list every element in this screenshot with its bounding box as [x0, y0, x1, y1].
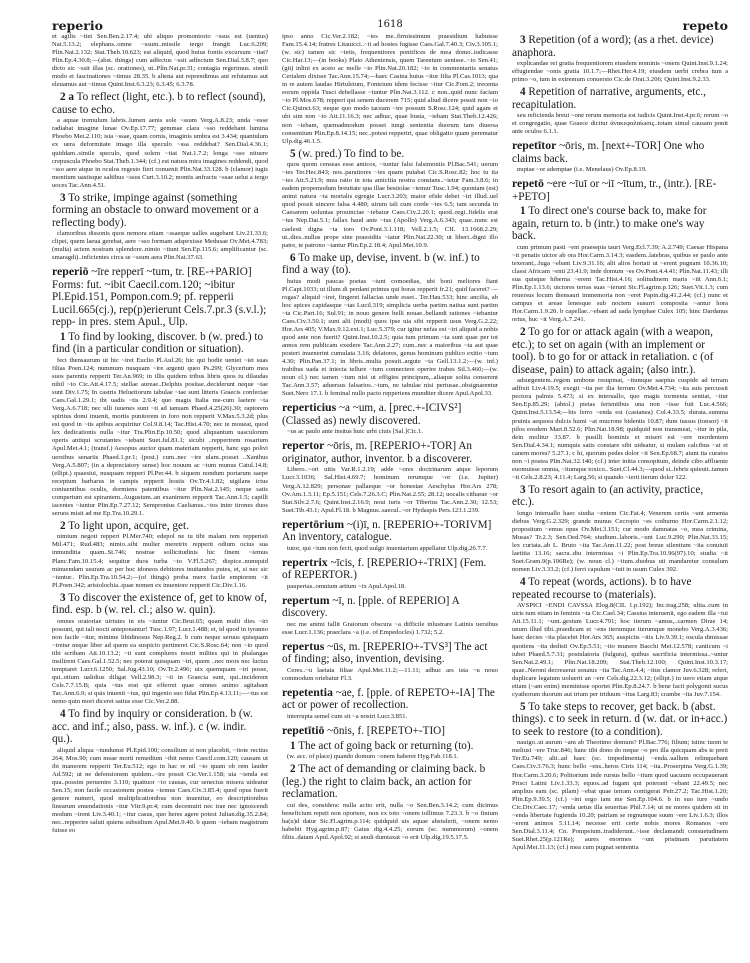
sense-definition: [282, 148, 498, 161]
column-left: [52, 32, 268, 933]
citation-block: quos quom censeas esse amicos, ~iuntur falsi falsimoniis Pl.Bac.541; uerum ~ies Ter.Hec.843; nos..paratiores ~ies quam putabat Cic.S.Rosc.82; hoc tu ita ~ies Att.5.21.9; mea ratio in tota amicitia nostra constans..~ietur Fam.3.8.6; in eadem propemodum breuitate qua illae bestiolae ~iemur Tusc.1.94; quoniam (est) animi natura ~ta mortalis egregie Lucr.3.203; maior efide debet ~iri illud..uel quod possit uincere falsa 4.480; uirum tali cum corde ~ies 6.5; tam secunda in Caesarem uoluntas prouinciae ~iebatur Caes.Civ.2.20.1; quod..regi..fidelis erat ~tus Nep.Dat.5.1; fallax haud ante ~tus (Apollo) Verg.A.6.343; quae..nunc est caelesti digna ~ta toro Ov.Pont.3.1.118; Vell.2.1.5; CIL 13.1668.2.29; ut..dies..nullus prope sine praesidiis ~iatur Plin.Nat.22.30; ut liberi..digni illo patre, te patrono ~iantur Plin.Ep.2.18.4; Apul.Met.10.9.: [282, 161, 498, 249]
entry-morphology: ~ūs, m. [REPERIO+-TVS³] The act of finding; also, invention, devising.: [282, 640, 488, 666]
citation-block: Ceres..~u laetata filiae Apul.Met.11.2;—11.11; adhuc ars ista ~u nouo commodum oriebatur Fl.3.: [282, 666, 498, 682]
sense-number: 2: [60, 519, 66, 532]
entry-morphology: ~ōris, m. [next+-TOR] One who claims back.: [512, 140, 705, 165]
citation-block: (w. acc. of place) quando domum ~onem haberet Hyg.Fab.118.1.: [287, 753, 459, 761]
sense-definition: [52, 592, 268, 617]
entry-head: [282, 686, 498, 712]
sense-number: 4: [520, 86, 526, 99]
citation-block: nauigo..ut aurum ~am ab Theotimo domum? Pl.Bac.776; filium; istinc tuom te meliust ~ere Truc.846; hanc tibi dono do neque ~o pro illa quicquam abs te preti Ter.Eu.749; alii..ad haec (sc. impedimenta) ~enda..uallum relinquebant Caes.Civ.3.76.3; hunc bello ~ens..heros Ciris 114; ~ita..Proserpina Verg.G.1.39; Hor.Carm.3.20.6; Politorium inde rursus bello ~itum quod uacuum occupauerant Prisci Latini Liv.1.33.3; equos..ad fugam qui poterant ~ebant 22.49.5; nec amplius eam (sc. pilam) ~ebat quae terram contigerat Petr.27.2; Tac.Hist.1.20; Plin.Ep.9.39.5; (cf.) ~ini ergo iam me Sen.Ep.104.6. b in suo iure ~undo Cic.Div.Caec.17; ~enda uetus illa seueritas Phil.7.14; ut ne mores quidem sit in ~enda libertate fugienda 10.20; patriam se regnumque suum ~ere Liv.1.6.3; illos ~erent animos 5.11.14; necesse erit certe nobis mores Romanos ~ere Sen.Dial.3.11.4; Cn. Pompeium..tradiderunt..~isse declamandi consuetudinem Suet.Rhet.25(p.121Re); aures enormes ~unt pristinam paruitatem Apul.Met.11.13; (cf.) mea cum pugnat sententia: [512, 739, 728, 851]
sense-number: 1: [60, 330, 66, 343]
entry-morphology: ~īre repperī ~tum, tr. [RE-+PARIO] Forms: fut. ~ibit Caecil.com.120; ~ibitur Pl.Epid.151, Pompon.com.9; pf. repperii Lucil.665(cj.), rep(p)erierunt Cels.7.pr.3 (s.v.l.); repp- in pres. stem Apul., Ulp.: [52, 266, 267, 329]
entry-head: [282, 594, 498, 620]
sense-text: To discover the existence of, get to know of, find. esp. b (w. rel. cl.; also w. quin).: [52, 591, 267, 617]
entry-morphology: ~a ~um, a. [prec.+-ICIVS²] (Classed as) newly discovered.: [282, 402, 462, 427]
entry-morphology: ~ae, f. [pple. of REPETO+-IA] The act or power of recollection.: [282, 686, 495, 712]
sense-text: Repetition (of a word); (as a rhet. device) anaphora.: [512, 34, 714, 59]
citation-block: ~us ac paulo ante insitus huic urbi ciuis [Sal.]Cic.1.: [287, 428, 423, 436]
sense-text: To resort again to (an activity, practice, etc.).: [512, 483, 704, 509]
sense-text: The act of demanding or claiming back. b (leg.) the right to claim back, an action for reclamation.: [282, 763, 486, 801]
headword: repetītor: [512, 138, 557, 153]
headword: repertōrium: [282, 516, 345, 531]
sense-text: To direct one's course back to, make for again, return to. b (intr.) to make one's way back.: [512, 205, 707, 243]
sense-definition: [512, 205, 728, 243]
citation-block: adsurgentem..regem umbone resupinat, ~itumque saepius cuspide ad terram adfixit Liv.4.19.5; exegit ~ita per ilia ferrum Ov.Met.4.734; ~ita suis percussit pectora palmis 5.473; si ex interuallo, quo magis tormenta sentiat, ~itur Sen.Ep.85.29; (abtol.) pietas ferientibus una non ~isse fuit Luc.4.566; Quint.Inst.5.13.54;—bis ferro ~enda est (castanea) Col.4.33.5; durata..summa pruinis aequora dulcis humi ~at mucrone bidentis 10.87; dum iussus (tonsor) ~it pilos eosdem Mart.8.52.6; Plin.Nat.18.98; quidquid non transmeat, ~itur in pila, dein molitur 33.87. b pusilli hominis et miseri est ~ere mordentem Sen.Dial.4.34.1; numquis satis constare sibi uideatur, si mulam calcibus ~at et canem morsu? 5.27.1. c hi, quorum pedes dolor ~it Sen.Ep.68.7; aiunt ita curatos non ~i postea Plin.Nat.32.140; (cf.) inter initia consopitum, deinde cibo affluente euomuisse omnia, ~itumque toxico.. Suet.Cl.44.3;—quod si..febris quieuit..tamen ~it Cels.2.8.23; 4.11.4; Larg.56; si quando ~ierit iterum dolor 122.: [512, 377, 728, 481]
entry-morphology: ~ōnis, f. [REPETO+-TIO]: [324, 725, 445, 738]
entry-head: [282, 518, 498, 544]
citation-block: ipso anno Cic.Ver.2.182; ~ies me..firmissimum praesidium habuisse Fam.15.4.14; fratres Litauicci..~it ad hostes fugisse Caes.Gal.7.40.3; Civ.3.105.1; (w. sic) tamen sic ~ietis, frequentiores pontifices de mea domo..iudicasse Cic.Har.13;—(in books) Plato Atheniensis, quem Tarentum uenisse..~io Sen.41; (git) inlini ex aceto ac melle ~io Plin.Nat.20.182; ~io in commentariis senatus Cerialem dixisse Tac.Ann.15.74;—haec Casina huius ~itur filia Pl.Cas.1013; qua in re autem laudas Hirtuleium, Fonteium idem fecisse ~itur Cic.Font.2; trecenta eorum oppida Tusci debellasse ~iuntur Plin.Nat.3.112. c non..quid nunc faciam ~io Pl.Mos.678; repperi qui senem ducerem 715; quid aliud dicere possit non ~io Cic.Quinct.63; neque quo modo taceam ~ire possum S.Rosc.124; quid agam et ubi sim non ~io Att.11.16.3; nec adhuc, quae busta, ~iebam Stat.Theb.12.426; non ~iebam, quemadmodum posset iungi sententia duorum tam diuersa consentium Plin.Ep.8.14.15; nec..potest repperiri, quae obligatio quam perematur Ulp.dig.46.1.5.: [282, 33, 498, 145]
citation-block: omnes oratoriae uirtutes in eis ~iuntur Cic.Brut.65; quam multi dies ~iri possunt, qui tali nocti anteponantur! Tusc.1.97; Lucr.1.488; et, id quod in tyranno non facile ~itur, minime libidinosus Nep.Reg.2. b cum neque seruus quisquam ~iretur neque liber ad quem ea suspicio pertineret Cic.S.Rosc.64; non ~io quod tibi scribam Att.10.13.2; ~ti sunt complures nostri milites qui in phalangas insilirent Caes.Gal.1.52.5; nec poterat quisquam ~iri, quem ..nec mors nec luctus temptaret Lucr.6.1250; Sal.Jug.43.10; Ov.Tr.2.496; uix quemquam ~iri posse, qui..otium ualidius diligat Vell.2.98.3; ~ti in Graecia sunt, qui..inciderent Cels.7.7.15.B; quia ~tus erat qui efferret quae omnes animo agitabant Tac.Ann.6.9; si quis inuenit ~tus, qui ingenio suo fidat Plin.Ep.4.13.11;—~tus est nemo quin mori diceret satius esse Cic.Ver.2.88.: [52, 617, 268, 706]
sense-number: 3: [520, 483, 526, 496]
text-columns: [52, 32, 728, 933]
citation-block: seu reficienda breui ~one rerum memoria est iudicis Quint.Inst.4.pr.6; rerum ~o et congregatio, quae Graece dicitur ἀνακεφαλαίωσις..totam simul causam ponit ante oculos 6.1.1.: [512, 112, 728, 136]
entry-head: [512, 177, 728, 203]
citation-block: nec me animi fallit Graiorum obscura ~a difficile inlustrare Latinis uersibus esse Lucr.1.136; praeclara ~a (i.e. of Empedocles) 1.732; 5.2.: [282, 620, 498, 636]
headword: repetītiō: [282, 723, 325, 738]
sense-text: To take steps to recover, get back. b (abst. things). c to seek in return. d (w. dat. or in+acc.) to seek to restore (to a condition).: [512, 700, 728, 738]
sense-number: 5: [290, 147, 296, 160]
sense-number: 3: [60, 591, 66, 604]
sense-definition: [512, 484, 728, 509]
first-headword-guide: reperio: [52, 18, 103, 33]
sense-text: The act of going back or returning (to).: [298, 739, 474, 752]
last-headword-guide: repeto: [682, 18, 728, 33]
citation-block: nimium negoti repperi Pl.Mer.740; edepol ne tu tibi malam rem repperisti Mil.471; Rud.483; nimio..sibi mulier meretrix repperit odium ocius sua inmunditia quam..St.746; nostrae sollicitudinis hic finem ~iemus Planc.Fam.10.15.4; sequitur duos turba ~to V.Fl.5.267; dispice..numquid minuendam usuram ac per hoc idoneos debitores inuitandos putes, et, si nec sic ~iuntur.. Plin.Ep.Tra.10.54.2;—(of things) proba merx facile emptorem ~it Pl.Poen.342; aristolochia..quae nomen ex inuentore repperit Cic.Div.1.16.: [52, 533, 268, 589]
citation-block: explicandae rei gratia frequentiorem eiusdem nominis ~onem Quint.Inst.9.1.24; effugiendae ~onis gratia 10.1.7;—Rhet.Her.4.19; eiusdem uerbi crebra tum a primo ~o, tum in extremum conuersio Cic.de Orat.3.206; Quint.Inst.9.2.33.: [512, 60, 728, 84]
citation-block: AVSPICI ~ENDI CAVSSA Elog.8(CIL 1.p.192); Inc.trag.258; ultia..cum in uiris tum etiam in feminis ~ta Cic.Cael.34; Cassius interuenit, ego eadem illa ~iui Att.15.11.1; ~unt..gestum Lucr.4.791; hoc iterum ~amus,..carmen Dirae 14; unum illud tibi..praedicam et ~ens iterumque iterumque monebo Verg.A.3.436; haec decies ~ita placebit Hor.Ars 365; auspiciis ~itis Liv.9.39.1; oscula dimissae quotiens ~ita dedisti Ov.Ep.5.51; ~ito munere Bacchi Met.12.578; canticum ~i iubet Phaed.5.7.31; postulatoria (fulgura), quibus sacrificia intermissa..~untur Sen.Nat.2.49.1; Plin.Nat.18.209; Stat.Theb.12.100; Quint.Inst.10.3.17; quae..Neroni decreuerat senatus ~ita Tac.Ann.4.4; ~itus clamor Juv.6.328; refert, duplicare legatum uoluerit an ~ere Cels.dig.22.3.12; (ellipt.) tu uero etiam atque etiam (~am enim) meminisse oportet Plin.Ep.8.24.7. b bene facit polygonii sucus cyathorum duorum aut trium per triduum ~itus Larg.83; crambe ~ita Juv.7.154.: [512, 602, 728, 698]
sense-text: To make up, devise, invent. b (w. inf.) to find a way (to).: [282, 251, 480, 277]
sense-definition: [512, 576, 728, 601]
sense-definition: [52, 331, 268, 356]
sense-definition: [512, 86, 728, 111]
sense-number: 4: [520, 576, 526, 589]
sense-text: To go for or attack again (with a weapon, etc.); to set on again (with an implement or tool). b to go for or attack in retaliation. c (of disease, pain) to attack again; (also intr.).: [512, 326, 714, 376]
headword: reperiō: [52, 264, 89, 279]
headword: repertrix: [282, 554, 328, 569]
sense-definition: [512, 34, 728, 59]
sense-definition: [52, 192, 268, 230]
sense-definition: [282, 763, 498, 801]
sense-number: 4: [60, 708, 66, 721]
sense-number: 2: [290, 763, 296, 776]
citation-block: clamoribus dissonis quos nemora etiam ~ssaeque ualles augebant Liv.21.33.6; clipei, quem laeua gerebat, aere ~sso formam adspexisse Medusae Ov.Met.4.783; (multa) aciem nostram splendore..nimio ~tiunt Sen.Ep.115.6; amplificantur (sc. smaragdi)..inficientes circa se ~ssum aera Plin.Nat.37.63.: [52, 230, 268, 262]
sense-number: 2: [520, 326, 526, 339]
sense-text: To reflect (light, etc.). b to reflect (sound), cause to echo.: [52, 91, 266, 116]
citation-block: longo interuallo haec studia ~entem Cic.Fat.4; Venerem certis ~unt armenta diebus Verg.G.2.329; grande munus Cecropio ~es cothurno Hor.Carm.2.1.12; propositum ~emus opus Ov.Met.3.151; cur modo damnatas ~o, mea crimina, Musas? Tr.2.3; Sen.Oed.764; studium..laboris..~unt Luc.9.290; Plin.Nat.33.15; lex curiata..ab L. Bruto ~ita Tac.Ann.11.22; post breue silentium ~ita conuiuii laetitia 13.16; sacra..diu intermissa ~i Plin.Ep.Tra.10.96(97).10; studia ~it Suet.Gram.9(p.106Re); (w. noun cl.) ~itum..duobus uti mandaretur consulum nomen Liv.3.33.2; (cf.) ferri capulum ~iuit in usum Culex 392.: [512, 509, 728, 574]
citation-block: cum primum pasti ~ent praesepia tauri Verg.Ecl.7.39; A.2.749; Caesar Hispana ~it penatis uictor ab ora Hor.Carm.3.14.3; easdem..latebras, quibus se paulo ante texerant,..fuga ~ebant Liv.9.31.16; alii alios hortati ut ~erent pugnam 10.36.10; classi Africam ~enti 23.41.9; inde domum ~es Ov.Pont.4.4.41; Plin.Nat.11.43; illi sua quisque hiberna ~erent Tac.Hist.4.16; solitudinem maris ~iit Ann.6.1; Plin.Ep.1.13.6; uictores terras suas ~ierunt Sic.Fl.agrim.p.126; Suet.Vit.1.3; cum reuersus locum thensauri immemoria non ~eret Papin.dig.41.2.44; (cf.) nunc et campus et areae lenesque sub noctem susurri composita ~antur hora Hor.Carm.1.9.20. b capellae..~ebant ad uada lymphae Culex 105; hinc Dardanus ortus, huc ~it Verg.A.7.241.: [512, 243, 728, 324]
citation-block: aliquid aliqua ~iundumst Pl.Epid.100; consilium si non placebit, ~itote rectius 264; Mos.90; cum meae morti remedium ~ibit nemo Caecil.com.120; causam ut ibi manerem repperit Ter.Eu.512; ego in hac re nil ~io quam ob rem lauder Ad.592; ut ne defensionem quidem..~ire possit Cic.Ver.1.158; uia ~ienda est qua..possim peruenire 3.110; quattuor ~io causas, cur senectus misera uideatur Sen.15; non facile occasionem postea ~iemus Caes.Civ.3.85.4; quod opus fuerit genere numeri, quod multiplicationibus non inuenitur, eo descriptionibus linearum emendationis ~itur Vitr.9.pr.4; cum decemuiri nec irae nec ignoscendi modum ~irent Liv.3.40.1; ~itur casus, quo heres agere potest Julian.dig.35.2.84; nec..repperire saluti quiens subsidium Apul.Met.9.40. b quem ~iebam magistrum fuisse eo: [52, 746, 268, 835]
headword: repetō: [512, 176, 544, 191]
entry-morphology: ~īcis, f. [REPERIO+-TRIX] (Fem. of REPERTOR.): [282, 556, 487, 582]
sense-definition: [52, 91, 268, 116]
citation-block: Libero..~ori uitis Var.R.1.2.19; adde ~ores doctrinarum atque leporum Lucr.3.1036; Sal.Hist.4.69.7; hominum rerumque ~or (i.e. Jupiter) Verg.A.12.829; personae pallaeque ~or honestae Aeschylus Hor.Ars 278; Ov.Am.1.3.11; Ep.5.151; Cels.7.26.3.C; Plin.Nat.2.55; 28.12; uocalis citharae ~or Stat.Silv.2.7.6; Quint.Inst.2.16.9; noui iuris ~or Tiberius Tac.Ann.2.30; 12.53; Suet.Tib.43.1; Apul.Fl.18. b Magnus..saecul..~or Hydaspis Pers.123.1.239.: [282, 466, 498, 514]
sense-definition: [52, 520, 268, 533]
sense-number: 1: [290, 739, 296, 752]
sense-text: (w. pred.) To find to be.: [298, 147, 405, 160]
sense-text: Repetition of narrative, arguments, etc., recapitulation.: [512, 86, 706, 111]
citation-block: tutor, qui ~ium non fecit, quod uulgo inuentarium appellatur Ulp.dig.26.7.7.: [287, 544, 488, 552]
sense-definition: [512, 326, 728, 376]
sense-definition: [282, 740, 498, 753]
citation-block: et agilis ~tiet Sen.Ben.2.17.4; ubi aliquo promontorio ~ssus est (uentus) Nat.5.13.2; elephans..omne ~ssum..missile tergo frangit Luc.6.209; Plin.Nat.2.132; Stat.Theb.10.623; est aliquid, quod huius fontis excursum ~tiat? Plin.Ep.4.30.8;—(abst. things) cum adfectus ~ssit adfectum Sen.Dial.3.8.7; quo dicto sic ~ssit illas (sc. orationes), ut..Plin.Nat.pr.31; contagia regerimus. simili modo et fascinationes ~timus 28.35. b aliena aut reprendimus aut refutamus aut eleuamus aut ~timus Quint.Inst.6.3.23; 6.3.45; 6.3.78.: [52, 33, 268, 89]
sense-number: 3: [520, 34, 526, 46]
sense-definition: [52, 708, 268, 746]
sense-definition: [282, 252, 498, 277]
entry-head: [52, 265, 268, 329]
sense-text: To light upon, acquire, get.: [68, 519, 189, 532]
citation-block: huius modi paucas poetas ~iunt comoedias, ubi boni meliores fiant Pl.Capt.1033; ut illum di perdant primus qui horas repperit fr.21; quid faceret? — rogas? aliquid ~iret, fingeret fallacias unde esset.. Ter.Hau.533; hinc ancilia, ab hoc apices capidasque ~tas Lucil.319; simplicia uerba partim natiua sunt partim ~ta Cic.Part.16; Sul.91; in nouo genere belli nouae..bellandi rationes ~iebantur Caes.Civ.3.50.1; sunt alii (modi) quos ipse uia sibi repperit usus Verg.G.2.22; Hor.Ars 405; V.Max.9.12.ext.1; Luc.5.379; cur igitur nefas est ~iri aliquid a nobis quod ante non fuerit? Quint.Inst.10.2.5; quia tum primum ~ta sunt quae per tot annos rem publicam exedere Tac.Ann.2.27; cum..nec a maioribus ~ta aut quae posteri inuenerint cumulata 3.16; delatores, genus hominum publico exitio ~tum 4.30; Plin.Pan.37.1; in libris..multa posuit..argute ~ta Gell.13.1.2;—(w. inf.) trabibus uada et iniecta tellure ~tum connectere operire trabes Sil.3.460;—(w. noun cl.) nec tamen ~tum nisi ut effigies principum,..aliaque solita censerent Tac.Ann.3.57; aduersus falsarios..~tum, ne tabulae nisi pertusae..obsignarentur Suet.Nero 17.1. b feminal nullo pacto repperiens munditer dicere Apul.Apol.33.: [282, 277, 498, 398]
entry-head: [282, 724, 498, 738]
citation-block: feci thensaurum ut hic ~iret Euclio Pl.Aul.26; hic qui hodie ueniet ~iet suas filias Poen.124; nummum nusquam ~ire argenti queo Ps.299; Glycerium mea suos parentis repperit Ter.An.969; in illis quidem tribus libris quos tu dilaudas nihil ~io Cic.Att.4.17.5; stellae aureae..Delphis positae..deciderunt neque ~tae sunt Div.1.75; In castris Heluetiorum tabulae ~tae sunt litteris Graecis confectae Caes.Gal.1.29.1; ibi uadis ~tis 2.9.4; quo magis Italia me-cum laetere ~ta Verg.A.6.718; nec ulli iuuenes sunt ~ti ad ianuam Phaed.4.25(26).30; raptorem spiritus domi inuenit, mortis punitorem in foro non repperit V.Max.5.3.2d; plus est quod in ~tis apibus acquiritur Col.9.8.14; Tac.Hist.4.70; nec te moueat, quod lex dedicationis nulla ~itur Tra.Plin.Ep.10.50; quod aliquantum uasculorum operis antiqui scrutantes ~iebant Suet.Jul.81.1; sicubi ..repperirem rosarium Apul.Met.4.1; (transf.) Aesopus auctor quam materiam repperit, hanc ego polivi uersibus senariis Phaed.1.pr.1; (post.) cum..nec ~ire ulam..posset ..Xanthus Verg.A.5.807; (in a depreciatory sense) hoc nouum ac ~tum munus Catul.14.8; (ellipt.) quaesiui, nusquam repperi Pl.Per.44. b siquem nondum portarum saepe receptum barbarus in campis repperit hostis Ov.Tr.4.1.82; uigilans ictus coniuentibus oculis, dormiens patentibus ~itur Plin.Nat.2.145; neque satis compertum est spirantem..Augustum..an exanimem repperit Tac.Ann.1.5; capilli iacentes ~iuntur Plin.Ep.7.27.12; Sempronius Caelianus..~tos inter tirones duos seruos misit ad me Ep.Tra.10.29.1.: [52, 356, 268, 517]
headword: repetentia: [282, 684, 333, 699]
sense-text: To repeat (words, actions). b to have repeated recourse to (materials).: [512, 576, 692, 601]
entry-head: [282, 556, 498, 582]
headword: reperticius: [282, 400, 337, 415]
entry-head: [282, 439, 498, 465]
entry-head: [282, 640, 498, 666]
sense-number: 2 a: [60, 91, 74, 104]
citation-block: interrupta semel cum sit ~a nostri Lucr.3.851.: [287, 712, 408, 720]
citation-block: paupertas..omnium artium ~ix Apul.Apol.18.: [287, 582, 406, 590]
column-right: [512, 32, 728, 933]
citation-block: cui des, considera: nulla actio erit, nulla ~o Sen.Ben.3.14.2; cum dicimus beneficium repeti non oportere, non ex toto ~onem tollimus 7.23.3. b ~o finium ha(u)d datur Sic.Fl.agrim.p.114; quidquid uis aquae abstulerit, ~onem nemo habebit Hyg.agrim.p.87; Gaius dig.4.4.25; eorum (sc. nummorum) ~onem filiis..datam Apul.Apol.92; si anuli dumtaxat ~o erit Ulp.dig.19.5.17.5.: [282, 801, 498, 841]
entry-morphology: ~ōris, m. [REPERIO+-TOR] An originator, author, inventor. b a discoverer.: [282, 440, 473, 465]
page-number: 1618: [377, 19, 403, 30]
headword: repertor: [282, 438, 325, 453]
sense-number: 5: [520, 700, 526, 713]
entry-morphology: ~(i)ī, n. [REPERIO+-TORIVM] An inventory, catalogue.: [282, 518, 492, 544]
citation-block: a aquae tremulum labris..lumen aenis sole ~ssum Verg.A.8.23; unda ~esse radiabat imagine lunae Ov.Ep.17.77; gemmae clara ~sso reddebant lumina Phoebo Met.2.110; ista ~ssae, quam cornis, imaginis umbra est 3.434; quantulum ex uera deformitate imago illa speculo ~ssa reddebat? Sen.Dial.4.36.1; quiddam..simile speculo, quod solem ~tiat Nat.1.7.2; longa ~sso nituere crepuscula Phoebo Stat.Theb.1.344; (cf.) est natura mira imagines reddendi, quod ~sso aere atque in oculos regesto fieri conuenit Plin.Nat.33.128. b (clamor) iugis montium uastisque saltibus ~ssus Curt.3.10.2; montis anfractu ~ssae uelut a tergo uoces Tac.Ann.4.51.: [52, 117, 268, 189]
entry-head: [282, 401, 498, 427]
sense-number: 3: [60, 191, 66, 204]
sense-text: To find by looking, discover. b (w. pred.) to find (in a particular condition or situation).: [52, 330, 264, 356]
sense-definition: [512, 701, 728, 739]
headword: repertum: [282, 592, 330, 607]
column-middle: [282, 32, 498, 933]
sense-text: To find by inquiry or consideration. b (w. acc. and inf.; also, pass. w. inf.). c (w. indir. qu.).: [52, 708, 253, 746]
entry-morphology: ~ī, n. [pple. of REPERIO] A discovery.: [282, 594, 460, 620]
sense-text: To strike, impinge against (something forming an obstacle to onward movement or a reflecting body).: [52, 191, 259, 229]
entry-head: [512, 139, 728, 165]
entry-morphology: ~ere ~īuī or ~iī ~ītum, tr., (intr.). [RE-+PETO]: [512, 178, 717, 203]
sense-number: 1: [520, 205, 526, 218]
citation-block: nuptae ~or ademptae (i.e. Menelaus) Ov.Ep.8.19.: [517, 166, 647, 174]
headword: repertus: [282, 638, 325, 653]
sense-number: 6: [290, 251, 296, 264]
